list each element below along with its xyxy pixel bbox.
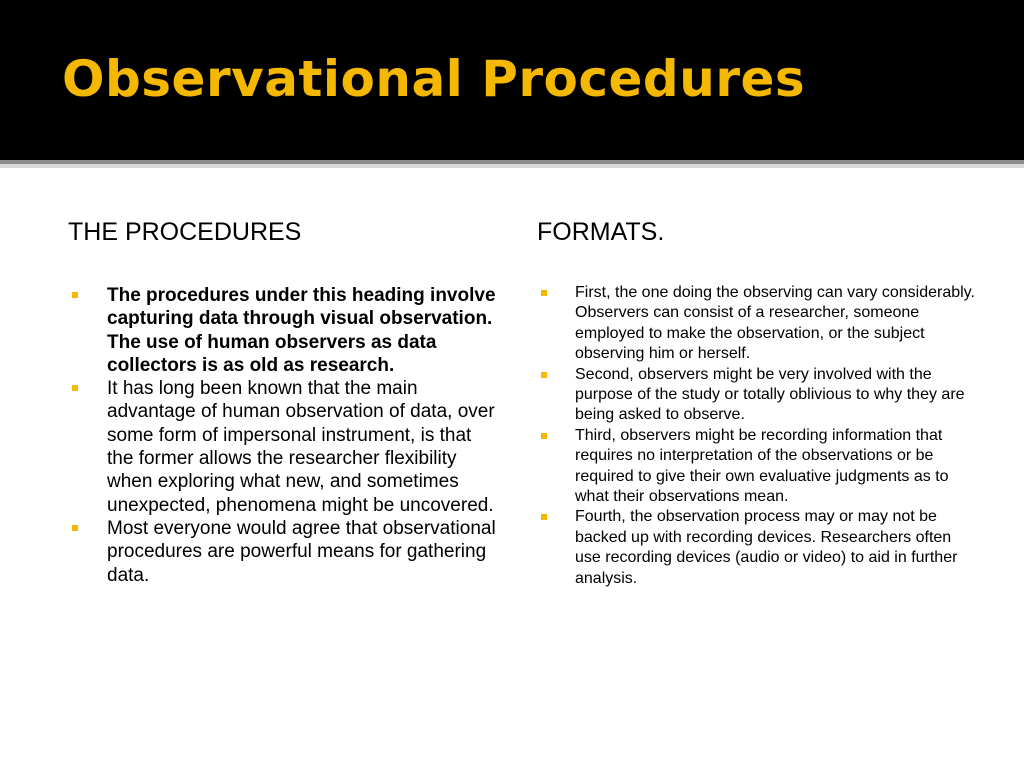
bullet-square-icon xyxy=(541,290,547,296)
bullet-text: First, the one doing the observing can vary considerably. Observers can consist of a researcher, someone employed to make the observation, or the subject observing him or herself. xyxy=(575,284,975,363)
left-column-heading: THE PROCEDURES xyxy=(68,218,302,246)
left-bullet-list xyxy=(72,284,500,587)
slide-title: Observational Procedures xyxy=(62,50,806,108)
list-item xyxy=(541,365,977,426)
list-item xyxy=(541,283,977,365)
title-bar xyxy=(0,0,1024,160)
right-bullet-list xyxy=(541,283,977,589)
right-column-heading: FORMATS. xyxy=(537,218,665,246)
list-item xyxy=(72,284,500,377)
bullet-text: Second, observers might be very involved with the purpose of the study or totally oblivious to why they are being asked to observe. xyxy=(575,365,965,424)
bullet-text: It has long been known that the main advantage of human observation of data, over some form of impersonal instrument, is that the former allows the researcher flexibility when exploring what new, and sometimes unexpected, phenomena might be uncovered. xyxy=(107,378,495,516)
list-item xyxy=(72,377,500,517)
bullet-square-icon xyxy=(72,525,78,531)
title-divider-highlight xyxy=(0,164,1024,168)
bullet-square-icon xyxy=(72,292,78,298)
list-item xyxy=(541,507,977,589)
list-item xyxy=(72,517,500,587)
bullet-square-icon xyxy=(541,433,547,439)
bullet-square-icon xyxy=(541,514,547,520)
bullet-square-icon xyxy=(72,385,78,391)
bullet-text: Most everyone would agree that observational procedures are powerful means for gathering data. xyxy=(107,517,496,586)
list-item xyxy=(541,426,977,508)
bullet-text: The procedures under this heading involve capturing data through visual observation. The use of human observers as data collectors is as old as research. xyxy=(107,285,496,376)
bullet-text: Third, observers might be recording information that requires no interpretation of the observations or be required to give their own evaluative judgments as to what their observations mean. xyxy=(575,426,949,506)
bullet-square-icon xyxy=(541,372,547,378)
bullet-text: Fourth, the observation process may or may not be backed up with recording devices. Researchers often use recording devices (audio or video) to aid in further analysis. xyxy=(575,508,958,587)
